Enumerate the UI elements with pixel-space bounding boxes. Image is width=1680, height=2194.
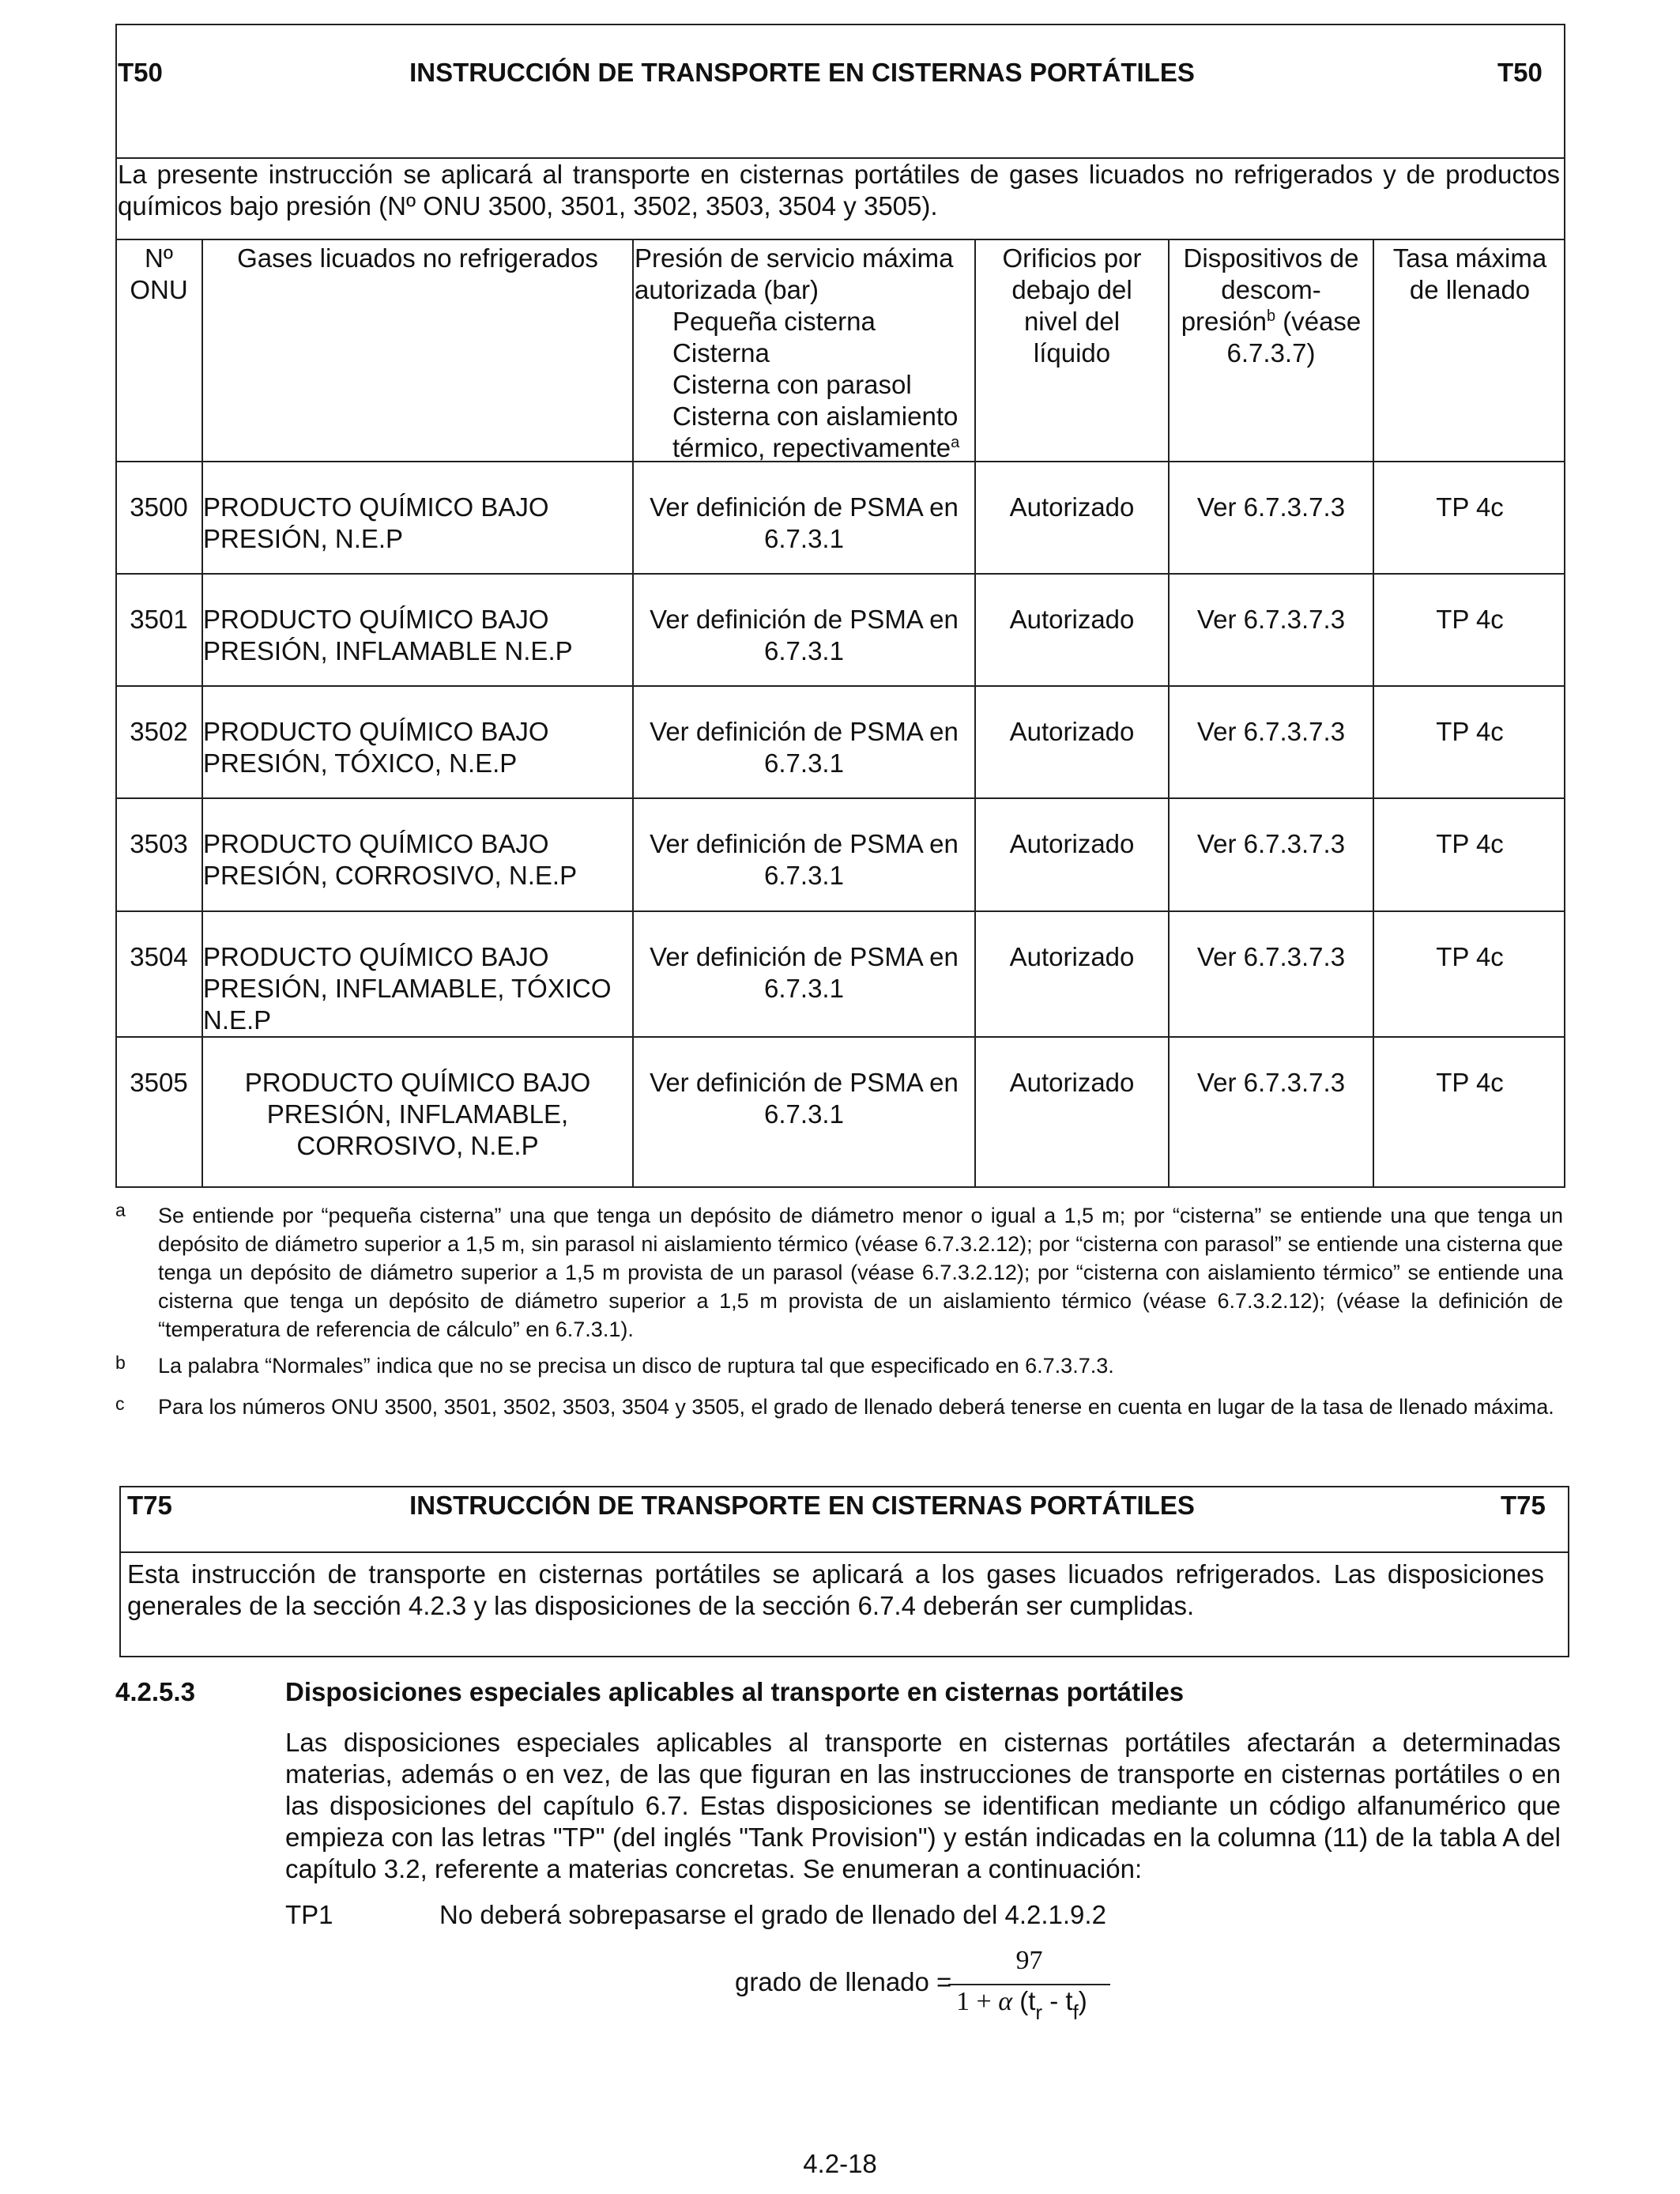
row-rate: TP 4c [1436,605,1504,634]
formula-sub-f: f [1072,2000,1079,2024]
row-name-line: PRODUCTO QUÍMICO BAJO [203,605,549,634]
formula-label: grado de llenado = [735,1967,952,1996]
row-pressure-line: Ver definición de PSMA en [650,829,959,858]
row-name [203,941,631,1036]
row-devices: Ver 6.7.3.7.3 [1196,829,1346,858]
footnote-ref-b: b [1266,307,1276,325]
row-un: 3503 [130,829,188,858]
header-un-line: Nº [145,243,173,273]
row-devices: Ver 6.7.3.7.3 [1196,605,1346,634]
row-un: 3500 [130,492,188,522]
row-name-line: CORROSIVO, N.E.P [296,1131,539,1160]
row-name [203,604,631,667]
t50-intro: La presente instrucción se aplicará al transporte en cisternas portátiles de gases licuados no refrigerados y de productos químicos bajo presión (Nº ONU 3500, 3501, 3502, 3503, 3504 y 3505). [118,160,1560,221]
row-pressure-line: Ver definición de PSMA en [650,605,959,634]
row-rate: TP 4c [1436,942,1504,971]
page-number: 4.2-18 [803,2149,877,2178]
row-rate: TP 4c [1436,1068,1504,1097]
header-devices-line: presión [1181,307,1267,336]
row-name-line: PRESIÓN, INFLAMABLE, TÓXICO [203,974,612,1003]
row-rate: TP 4c [1436,829,1504,858]
row-orifices: Autorizado [1009,942,1135,971]
row-pressure-line: Ver definición de PSMA en [650,942,959,971]
row-pressure-line: 6.7.3.1 [764,974,844,1003]
col-divider [1373,239,1374,1188]
row-pressure-line: 6.7.3.1 [764,1099,844,1129]
row-un: 3502 [130,717,188,746]
header-devices-line: descom- [1221,275,1321,304]
formula-sub-r: r [1035,2000,1043,2024]
header-orifices-line: debajo del [1011,275,1132,304]
section-number: 4.2.5.3 [115,1677,195,1706]
row-name [203,1067,632,1162]
footnote-mark-a: a [115,1200,126,1220]
row-name-line: PRESIÓN, CORROSIVO, N.E.P [203,861,578,890]
formula-den-open: (t [1012,1986,1036,2015]
row-devices: Ver 6.7.3.7.3 [1196,717,1346,746]
row-un: 3504 [130,942,188,971]
header-orifices [976,243,1168,369]
header-rate [1374,243,1565,306]
row-pressure [634,604,974,667]
row-pressure-line: 6.7.3.1 [764,524,844,553]
header-pressure-line: autorizada (bar) [635,275,819,304]
row-divider [115,797,1565,799]
row-pressure [634,492,974,555]
row-pressure-line: 6.7.3.1 [764,636,844,665]
t50-code-right: T50 [1497,58,1543,87]
header-devices-line: 6.7.3.7) [1226,338,1316,368]
header-pressure-subline: Cisterna [672,338,770,368]
row-pressure [634,941,974,1005]
row-orifices: Autorizado [1009,492,1135,522]
row-orifices: Autorizado [1009,605,1135,634]
row-name-line: PRODUCTO QUÍMICO BAJO [203,717,549,746]
col-divider [974,239,976,1188]
row-name-line: PRODUCTO QUÍMICO BAJO [203,829,549,858]
row-rate: TP 4c [1436,717,1504,746]
alpha-symbol: α [998,1987,1013,2016]
t50-code-left: T50 [118,58,163,87]
row-pressure [634,1067,974,1130]
header-pressure-subline: Pequeña cisterna [672,307,876,336]
formula-den-mid: - t [1042,1986,1073,2015]
row-name-line: PRESIÓN, N.E.P [203,524,404,553]
formula-numerator: 97 [1015,1946,1043,1975]
header-devices [1170,243,1373,369]
formula-den-prefix: 1 + [956,1987,999,2016]
row-pressure-line: 6.7.3.1 [764,748,844,778]
t75-title: INSTRUCCIÓN DE TRANSPORTE EN CISTERNAS PORTÁTILES [409,1491,1195,1520]
row-name [203,716,631,779]
row-divider [115,910,1565,912]
header-rate-line: Tasa máxima [1392,243,1547,273]
row-name-line: PRESIÓN, TÓXICO, N.E.P [203,748,518,778]
row-orifices: Autorizado [1009,717,1135,746]
row-pressure-line: 6.7.3.1 [764,861,844,890]
formula-denominator [956,1985,1087,2024]
header-orifices-line: líquido [1033,338,1111,368]
row-name [203,828,631,892]
footnote-c: Para los números ONU 3500, 3501, 3502, 3503, 3504 y 3505, el grado de llenado deberá tenerse en cuenta en lugar de la tasa de llenado máxima. [158,1395,1554,1419]
row-name [203,492,631,555]
header-pressure-subline: Cisterna con aislamiento [672,401,959,431]
row-name-line: PRODUCTO QUÍMICO BAJO [203,492,549,522]
footnote-ref-a: a [951,434,960,451]
tp1-text: No deberá sobrepasarse el grado de llenado del 4.2.1.9.2 [439,1900,1106,1929]
row-name-line: PRODUCTO QUÍMICO BAJO [203,942,549,971]
footnote-a: Se entiende por “pequeña cisterna” una que tenga un depósito de diámetro menor o igual a 1,5 m; por “cisterna” se entiende una que tenga un depósito de diámetro superior a 1,5 m, sin parasol ni aislamiento térmico (véase 6.7.3.2.12); por “cisterna con parasol” se entiende una cisterna que tenga un depósito de diámetro superior a 1,5 m provista de un parasol (véase 6.7.3.2.12); por “cisterna con aislamiento térmico” se entiende una cisterna que tenga un depósito de diámetro superior a 1,5 m provista de un aislamiento térmico (véase 6.7.3.2.12); (véase la definición de “temperatura de referencia de cálculo” en 6.7.3.1). [158,1204,1563,1341]
col-divider [202,239,203,1188]
section-heading: Disposiciones especiales aplicables al transporte en cisternas portátiles [285,1677,1185,1706]
header-orifices-line: Orificios por [1002,243,1142,273]
footnote-b: La palabra “Normales” indica que no se precisa un disco de ruptura tal que especificado en 6.7.3.7.3. [158,1354,1114,1378]
row-pressure-line: Ver definición de PSMA en [650,717,959,746]
row-divider [115,1036,1565,1038]
section-paragraph: Las disposiciones especiales aplicables al transporte en cisternas portátiles afectarán a determinadas materias, además o en vez, de las que figuran en las instrucciones de transporte en cisternas portátiles o en las disposiciones del capítulo 6.7. Estas disposiciones se identifican mediante un código alfanumérico que empieza con las letras "TP" (del inglés "Tank Provision") y están indicadas en la columna (11) de la tabla A del capítulo 3.2, referente a materias concretas. Se enumeran a continuación: [285,1728,1561,1883]
row-devices: Ver 6.7.3.7.3 [1196,1068,1346,1097]
header-pressure-subline: Cisterna con parasol [672,370,912,399]
header-un [116,243,202,306]
t75-code-left: T75 [127,1491,172,1520]
row-name-line: PRODUCTO QUÍMICO BAJO [244,1068,591,1097]
t75-title-divider [119,1551,1569,1553]
t50-title: INSTRUCCIÓN DE TRANSPORTE EN CISTERNAS PORTÁTILES [409,58,1195,87]
row-name-line: N.E.P [203,1005,272,1035]
row-pressure-line: Ver definición de PSMA en [650,492,959,522]
formula-den-close: ) [1078,1986,1087,2015]
header-devices-line: Dispositivos de [1183,243,1359,273]
row-pressure [634,828,974,892]
col-divider [632,239,634,1188]
row-divider [115,685,1565,687]
row-pressure-line: Ver definición de PSMA en [650,1068,959,1097]
header-un-line: ONU [130,275,188,304]
header-pressure-last: térmico, repectivamente [672,433,951,462]
footnote-mark-b: b [115,1352,126,1373]
tp1-code: TP1 [285,1900,333,1929]
header-pressure-line: Presión de servicio máxima [635,243,954,273]
header-orifices-line: nivel del [1023,307,1121,336]
t50-header-top [115,239,1565,240]
row-un: 3505 [130,1068,188,1097]
row-divider [115,573,1565,575]
row-un: 3501 [130,605,188,634]
header-rate-line: de llenado [1409,275,1531,304]
col-divider [1168,239,1170,1188]
row-pressure [634,716,974,779]
header-pressure [635,243,973,464]
footnote-mark-c: c [115,1393,125,1414]
row-name-line: PRESIÓN, INFLAMABLE N.E.P [203,636,573,665]
row-devices: Ver 6.7.3.7.3 [1196,492,1346,522]
header-devices-line: (véase [1275,307,1362,336]
row-orifices: Autorizado [1009,829,1135,858]
row-devices: Ver 6.7.3.7.3 [1196,942,1346,971]
row-name-line: PRESIÓN, INFLAMABLE, [266,1099,569,1129]
row-orifices: Autorizado [1009,1068,1135,1097]
t75-code-right: T75 [1501,1491,1546,1520]
t75-body: Esta instrucción de transporte en cisternas portátiles se aplicará a los gases licuados refrigerados. Las disposiciones generales de la sección 4.2.3 y las disposiciones de la sección 6.7.4 deberán ser cumplidas. [127,1559,1544,1620]
header-gases: Gases licuados no refrigerados [237,243,598,273]
row-rate: TP 4c [1436,492,1504,522]
